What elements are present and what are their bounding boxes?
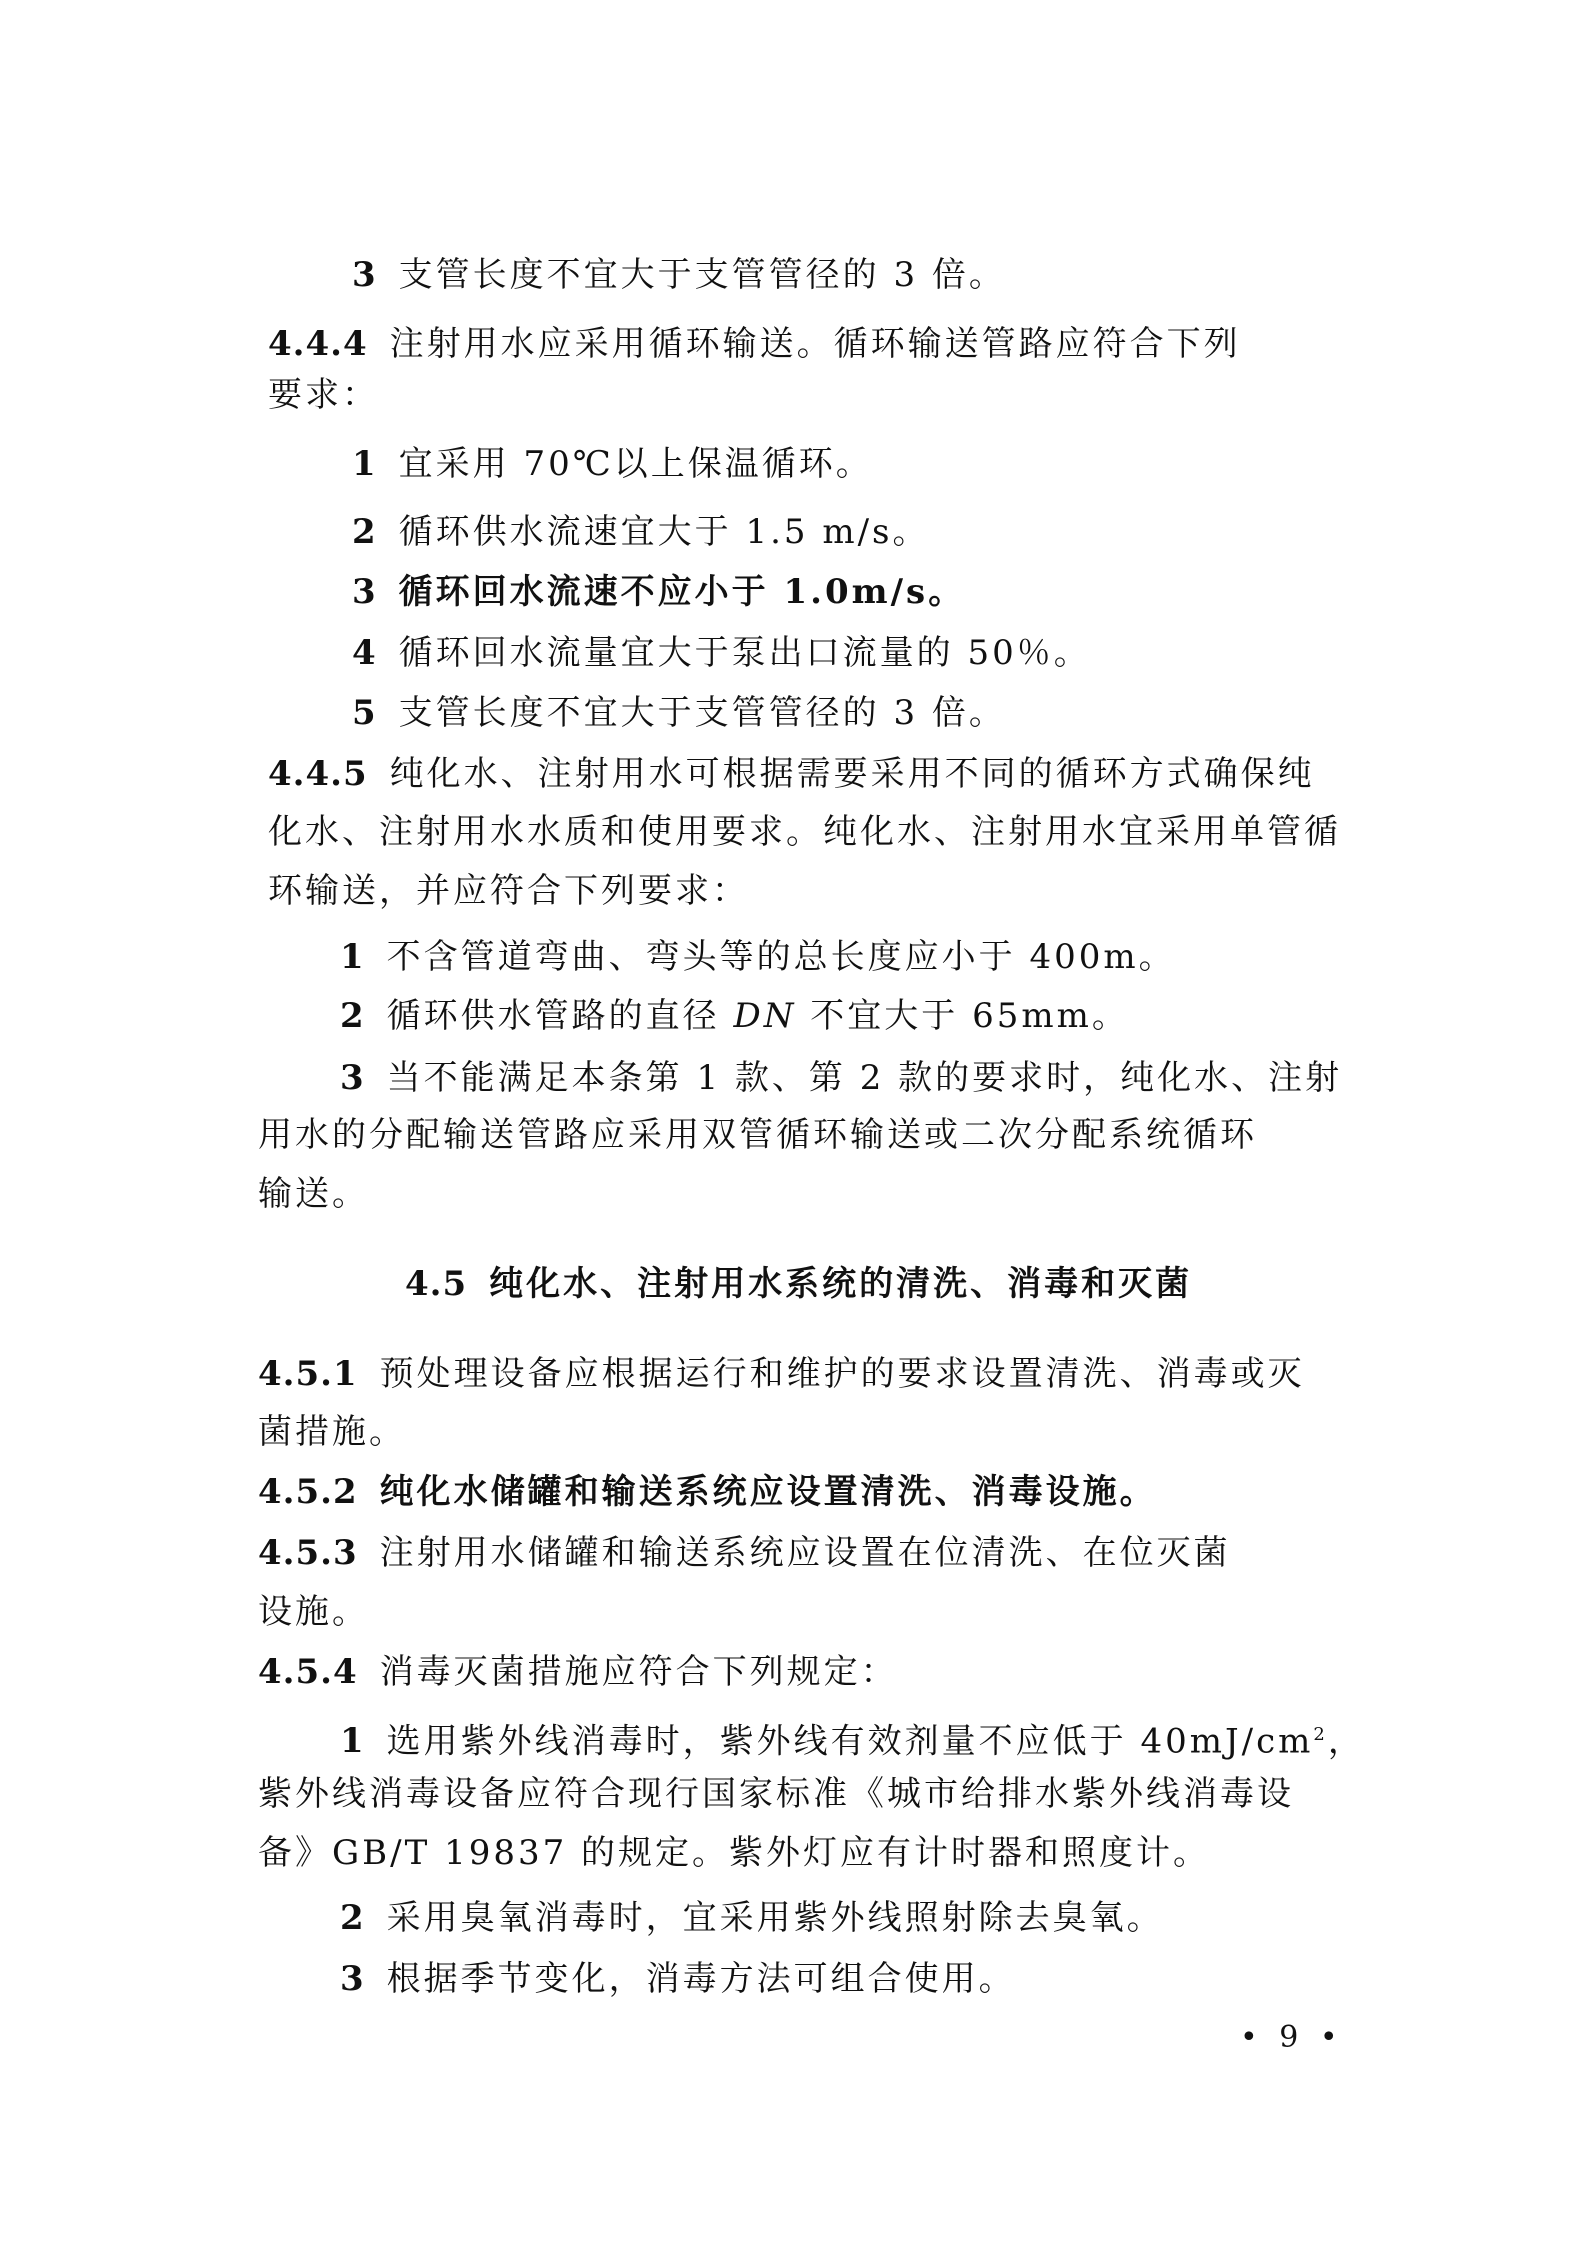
item-3-branch-length bbox=[352, 253, 1006, 297]
item-1-temperature bbox=[352, 442, 873, 486]
superscript: 2 bbox=[1313, 1724, 1328, 1745]
item-text: 用水的分配输送管路应采用双管循环输送或二次分配系统循环 bbox=[258, 1115, 1257, 1155]
clause-number: 4.4.5 bbox=[268, 754, 368, 794]
clause-number: 4.5.1 bbox=[258, 1354, 358, 1394]
item-text: 支管长度不宜大于支管管径的 3 倍。 bbox=[398, 693, 1006, 733]
item-5-branch-length bbox=[352, 691, 1006, 735]
item-number: 3 bbox=[352, 255, 377, 295]
clause-number: 4.5.4 bbox=[258, 1652, 358, 1692]
item-2-supply-velocity bbox=[352, 510, 930, 554]
item-1-continued bbox=[258, 1772, 1294, 1816]
item-text: 不含管道弯曲、弯头等的总长度应小于 400m。 bbox=[386, 937, 1176, 977]
item-1-continued bbox=[258, 1831, 1210, 1875]
item-text: 根据季节变化，消毒方法可组合使用。 bbox=[386, 1959, 1016, 1999]
item-text-post: ， bbox=[1327, 1721, 1365, 1762]
item-number: 1 bbox=[340, 1721, 365, 1762]
item-text-symbol: DN bbox=[733, 996, 797, 1036]
item-1-uv-disinfection bbox=[340, 1713, 1365, 1763]
item-2-pipe-diameter bbox=[340, 994, 1129, 1038]
clause-text: 纯化水、注射用水可根据需要采用不同的循环方式确保纯 bbox=[389, 754, 1315, 794]
item-text-pre: 选用紫外线消毒时，紫外线有效剂量不应低于 40mJ/cm bbox=[386, 1721, 1314, 1762]
clause-4-4-5-continued bbox=[268, 810, 1341, 854]
item-number: 3 bbox=[340, 1959, 365, 1999]
item-text: 支管长度不宜大于支管管径的 3 倍。 bbox=[398, 255, 1006, 295]
item-text: 备》GB/T 19837 的规定。紫外灯应有计时器和照度计。 bbox=[258, 1833, 1211, 1873]
clause-text: 纯化水储罐和输送系统应设置清洗、消毒设施。 bbox=[379, 1472, 1157, 1512]
section-number: 4.5 bbox=[405, 1264, 468, 1304]
clause-text: 消毒灭菌措施应符合下列规定： bbox=[379, 1652, 898, 1692]
item-3-continued bbox=[258, 1172, 369, 1216]
item-text: 紫外线消毒设备应符合现行国家标准《城市给排水紫外线消毒设 bbox=[258, 1774, 1294, 1814]
item-4-return-flow bbox=[352, 631, 1091, 675]
clause-4-5-2 bbox=[258, 1470, 1157, 1514]
section-heading-4-5 bbox=[405, 1262, 1192, 1306]
item-text: 循环回水流速不应小于 1.0m/s。 bbox=[398, 572, 966, 612]
clause-text: 化水、注射用水水质和使用要求。纯化水、注射用水宜采用单管循 bbox=[268, 812, 1341, 852]
section-title: 纯化水、注射用水系统的清洗、消毒和灭菌 bbox=[489, 1264, 1193, 1304]
clause-text: 预处理设备应根据运行和维护的要求设置清洗、消毒或灭 bbox=[379, 1354, 1305, 1394]
item-text: 当不能满足本条第 1 款、第 2 款的要求时，纯化水、注射 bbox=[386, 1058, 1343, 1098]
item-text: 循环回水流量宜大于泵出口流量的 50％。 bbox=[398, 633, 1091, 673]
clause-4-5-4 bbox=[258, 1650, 898, 1694]
item-text: 循环供水流速宜大于 1.5 m/s。 bbox=[398, 512, 930, 552]
item-number: 3 bbox=[352, 572, 377, 612]
item-3-continued bbox=[258, 1113, 1257, 1157]
item-number: 2 bbox=[340, 1898, 365, 1938]
clause-number: 4.5.2 bbox=[258, 1472, 358, 1512]
item-3-seasonal bbox=[340, 1957, 1016, 2001]
clause-text: 注射用水储罐和输送系统应设置在位清洗、在位灭菌 bbox=[379, 1533, 1231, 1573]
item-3-fallback bbox=[340, 1056, 1342, 1100]
clause-4-4-4 bbox=[268, 322, 1241, 366]
item-number: 2 bbox=[340, 996, 365, 1036]
item-number: 4 bbox=[352, 633, 377, 673]
clause-text: 菌措施。 bbox=[258, 1412, 406, 1452]
clause-4-4-4-continued bbox=[268, 373, 379, 417]
item-number: 5 bbox=[352, 693, 377, 733]
clause-4-5-3-continued bbox=[258, 1590, 369, 1634]
clause-4-5-1-continued bbox=[258, 1410, 406, 1454]
clause-4-4-5 bbox=[268, 752, 1315, 796]
item-text: 宜采用 70℃以上保温循环。 bbox=[398, 444, 873, 484]
clause-4-5-1 bbox=[258, 1352, 1305, 1396]
clause-number: 4.4.4 bbox=[268, 324, 368, 364]
clause-text: 环输送，并应符合下列要求： bbox=[268, 871, 749, 911]
item-text: 采用臭氧消毒时，宜采用紫外线照射除去臭氧。 bbox=[386, 1898, 1164, 1938]
item-number: 3 bbox=[340, 1058, 365, 1098]
item-number: 1 bbox=[352, 444, 377, 484]
item-number: 1 bbox=[340, 937, 365, 977]
item-number: 2 bbox=[352, 512, 377, 552]
item-text-post: 不宜大于 65mm。 bbox=[796, 996, 1129, 1036]
clause-4-4-5-continued bbox=[268, 869, 749, 913]
clause-4-5-3 bbox=[258, 1531, 1231, 1575]
item-1-total-length bbox=[340, 935, 1176, 979]
clause-text: 注射用水应采用循环输送。循环输送管路应符合下列 bbox=[389, 324, 1241, 364]
clause-number: 4.5.3 bbox=[258, 1533, 358, 1573]
item-text-pre: 循环供水管路的直径 bbox=[386, 996, 734, 1036]
clause-text: 设施。 bbox=[258, 1592, 369, 1632]
item-3-return-velocity bbox=[352, 570, 965, 614]
page-number: • 9 • bbox=[1240, 2020, 1344, 2055]
item-2-ozone bbox=[340, 1896, 1164, 1940]
item-text: 输送。 bbox=[258, 1174, 369, 1214]
clause-text: 要求： bbox=[268, 375, 379, 415]
